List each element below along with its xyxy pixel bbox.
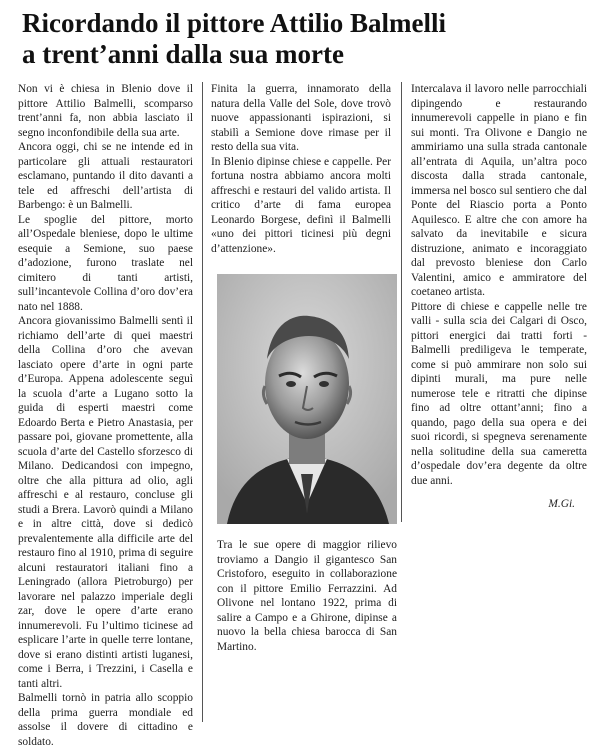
portrait-image bbox=[217, 274, 397, 524]
column-divider bbox=[202, 82, 203, 722]
headline-line-1: Ricordando il pittore Attilio Balmelli bbox=[22, 8, 446, 38]
photo-caption: Tra le sue opere di maggior rilievo troviamo a Dangio il gigantesco San Cristoforo, eseguito in collaborazione con il pittore Emilio Ferrazzini. Ad Olivone nel lontano 1922, prima di salire a Campo e a Ghirone, dipinse a nuovo la bella chiesa barocca di San Martino. bbox=[217, 539, 397, 653]
article-column-1 bbox=[18, 82, 193, 749]
paragraph: Ancora giovanissimo Balmelli sentì il richiamo dell’arte di quei maestri della Collina d’oro che avevan lasciato opere d’arte in ogni parte d’Europa. Appena adolescente seguì la scuola d’arte a Lugano sotto la guida di esperti maestri come Edoardo Berta e Pietro Anastasia, per passare poi, giovane promettente, alla scuola d’arte del Castello sforzesco di Milano. Dedicandosi con impegno, oltre che alla pittura ad olio, agli affreschi e al restauro, concluse gli studi a Brera. Lavorò quindi a Milano e in altre città, dove si dedicò prevalentemente alla difficile arte del restauro fino al 1910, prima di seguire alcuni restauratori italiani fino a Leningrado (allora Pietroburgo) per lavorare nel palazzo imperiale degli zar, dove le opere d’arte erano innumerevoli. Fu l’ultimo ticinese ad esplicare l’arte in quelle terre lontane, dove si erano distinti artisti luganesi, come i Berra, i Trezzini, i Casella e tanti altri. bbox=[18, 315, 193, 690]
paragraph: Finita la guerra, innamorato della natura della Valle del Sole, dove trovò nuove appassionanti ispirazioni, si stabilì a Semione dove rimase per il resto della sua vita. bbox=[211, 83, 391, 153]
paragraph: Pittore di chiese e cappelle nelle tre valli - sulla scia dei Calgari di Osco, pittori energici dai tratti forti - Balmelli prediligeva le temperate, come si può ammirare non solo sui dipinti murali, ma pure nelle numerose tele e ritratti che dipinse fino ad oltre ottant’anni; fino a quando, pago della sua opera e dei suoi ricordi, si spegneva serenamente nella solitudine della sua cameretta d’ospedale dov’era degente da oltre due anni. bbox=[411, 300, 587, 487]
portrait-photo bbox=[217, 274, 397, 524]
article-column-2 bbox=[211, 82, 391, 256]
paragraph: Intercalava il lavoro nelle parrocchiali dipingendo e restaurando innumerevoli cappelle in piano e fin sui monti. Tra Olivone e Dangio ne ammiriamo una sulla strada cantonale all’entrata di Aquila, un’altra poco discosta dalla strada cantonale, immersa nel bosco sul sentiero che dal Ponte del Riascio porta a Ponto Aquilesco. E altre che con amore ha salvato da inevitabile e sicura distruzione, animato e incoraggiato dal prevosto bleniese don Carlo Valentini, amico e ammiratore del coetaneo artista. bbox=[411, 83, 587, 298]
column-divider bbox=[401, 82, 402, 522]
paragraph: Balmelli tornò in patria allo scoppio della prima guerra mondiale ed assolse il dovere di cittadino e soldato. bbox=[18, 692, 193, 748]
paragraph: In Blenio dipinse chiese e cappelle. Per fortuna nostra abbiamo ancora molti affreschi e restauri del valido artista. Il critico d’arte di fama europea Leonardo Borgese, definì il Balmelli «uno dei pittori ticinesi più degni d’attenzione». bbox=[211, 155, 391, 255]
paragraph: Ancora oggi, chi se ne intende ed in particolare gli attuali restauratori esclamano, puntando il dito davanti a tele ed affreschi dell’artista di Barbengo: è un Balmelli. bbox=[18, 141, 193, 211]
article-headline bbox=[22, 8, 582, 70]
paragraph: Le spoglie del pittore, morto all’Ospedale bleniese, dopo le ultime esequie a Semione, suo paese d’adozione, furono traslate nel cimitero di tanti artisti, sull’incantevole Collina d’oro dov’era nato nel 1888. bbox=[18, 213, 193, 313]
paragraph: Non vi è chiesa in Blenio dove il pittore Attilio Balmelli, scomparso trent’anni fa, non abbia lasciato il segno inconfondibile della sua arte. bbox=[18, 83, 193, 139]
author-signature: M.Gi. bbox=[548, 498, 575, 510]
article-column-3 bbox=[411, 82, 587, 488]
headline-line-2: a trent’anni dalla sua morte bbox=[22, 39, 344, 69]
